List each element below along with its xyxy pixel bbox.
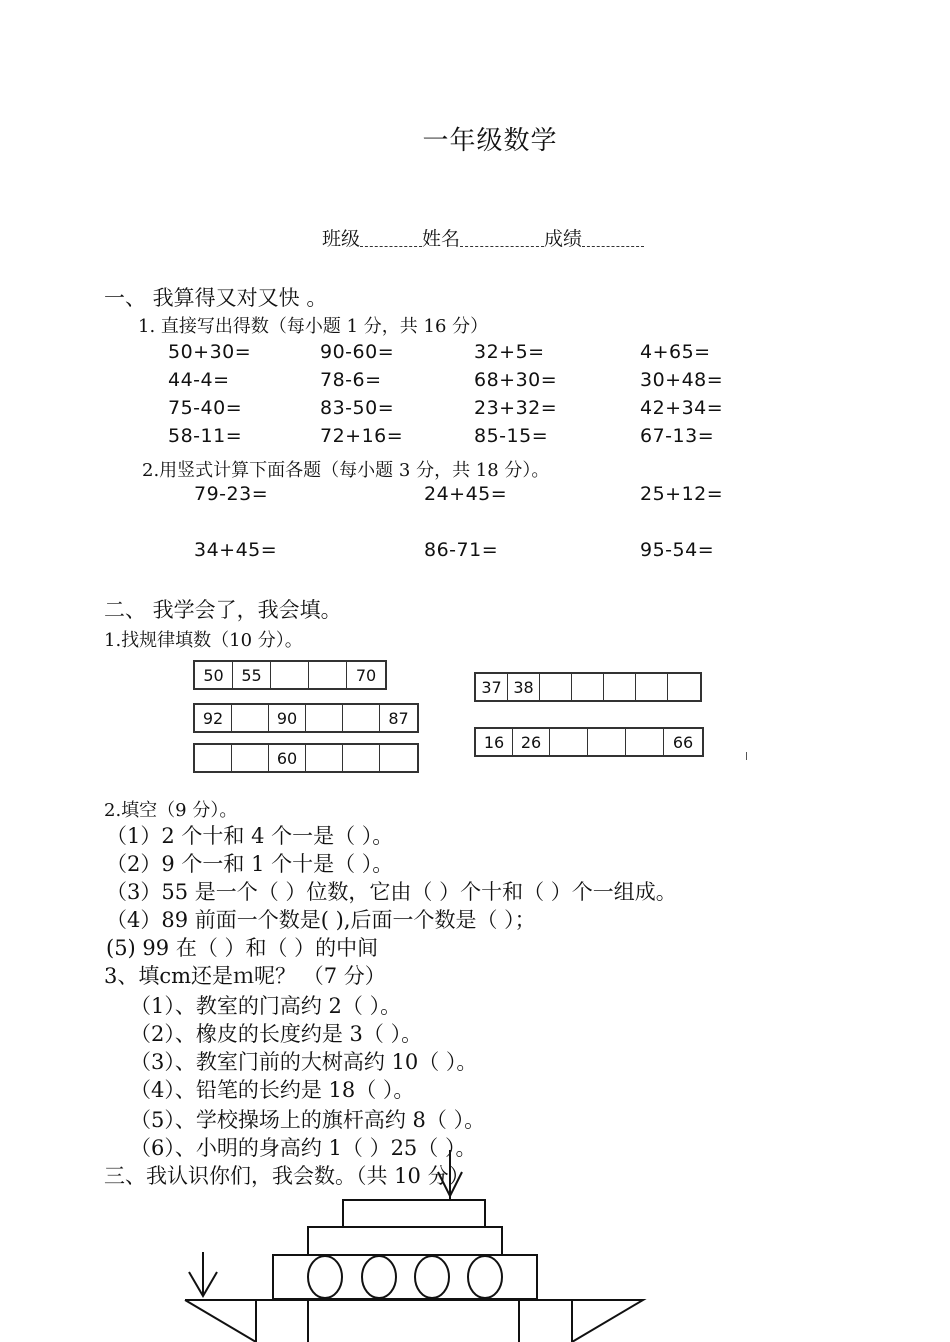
stray-mark bbox=[746, 752, 747, 760]
seq-blank-cell[interactable] bbox=[343, 705, 380, 731]
seq-blank-cell[interactable] bbox=[636, 674, 668, 700]
porthole-circle bbox=[362, 1256, 396, 1298]
class-label: 班级 bbox=[322, 228, 361, 250]
q1-cell: 67-13= bbox=[640, 425, 715, 447]
seq-cell: 50 bbox=[195, 662, 233, 688]
hull-left-edge bbox=[185, 1300, 256, 1342]
name-label: 姓名 bbox=[422, 228, 461, 250]
seq-cell: 70 bbox=[355, 665, 377, 685]
seq-blank-cell[interactable] bbox=[309, 662, 347, 688]
q2-cell: 24+45= bbox=[424, 483, 508, 505]
seq-blank-cell[interactable] bbox=[572, 674, 604, 700]
seq-cell: 66 bbox=[672, 732, 694, 752]
section2-q2-label: 2.填空（9 分）。 bbox=[104, 800, 238, 821]
q1-cell: 72+16= bbox=[320, 425, 404, 447]
seq-blank-cell[interactable] bbox=[588, 729, 626, 755]
seq-blank-cell[interactable] bbox=[540, 674, 572, 700]
porthole-circle bbox=[468, 1256, 502, 1298]
class-blank[interactable] bbox=[360, 228, 422, 247]
number-sequence bbox=[474, 672, 702, 702]
number-sequence bbox=[193, 703, 419, 733]
q2-cell: 86-71= bbox=[424, 539, 499, 561]
section1-heading: 一、 我算得又对又快 。 bbox=[104, 286, 328, 310]
q1-cell: 4+65= bbox=[640, 341, 711, 363]
number-sequence bbox=[474, 727, 704, 757]
fill-blank-line: （1）2 个十和 4 个一是（ ）。 bbox=[106, 824, 394, 848]
seq-blank-cell[interactable] bbox=[668, 674, 700, 700]
q1-cell: 50+30= bbox=[168, 341, 252, 363]
seq-cell: 26 bbox=[513, 729, 550, 755]
unit-question-line: （2）、橡皮的长度约是 3（ ）。 bbox=[130, 1022, 423, 1046]
q1-cell: 30+48= bbox=[640, 369, 724, 391]
porthole-circle bbox=[308, 1256, 342, 1298]
q1-cell: 44-4= bbox=[168, 369, 230, 391]
score-blank[interactable] bbox=[582, 228, 644, 247]
section3-heading: 三、我认识你们，我会数。（共 10 分） bbox=[104, 1164, 470, 1188]
seq-cell: 90 bbox=[269, 705, 306, 731]
top-deck-rectangle bbox=[343, 1200, 485, 1227]
seq-blank-cell[interactable] bbox=[626, 729, 664, 755]
q2-cell: 25+12= bbox=[640, 483, 724, 505]
fill-blank-line: （4）89 前面一个数是( ),后面一个数是（ ）； bbox=[106, 908, 536, 932]
section2-q1-label: 1.找规律填数（10 分）。 bbox=[104, 630, 303, 651]
q1-cell: 68+30= bbox=[474, 369, 558, 391]
middle-deck-rectangle bbox=[308, 1227, 502, 1255]
seq-blank-cell[interactable] bbox=[306, 745, 343, 771]
fill-blank-line: (5) 99 在（ ）和（ ）的中间 bbox=[106, 936, 379, 960]
seq-cell: 92 bbox=[195, 705, 232, 731]
seq-cell: 37 bbox=[476, 674, 508, 700]
section2-heading: 二、 我学会了，我会填。 bbox=[104, 598, 342, 622]
porthole-circle bbox=[415, 1256, 449, 1298]
section1-q1-label: 1. 直接写出得数（每小题 1 分，共 16 分） bbox=[138, 316, 489, 337]
q1-cell: 85-15= bbox=[474, 425, 549, 447]
unit-question-line: （4）、铅笔的长约是 18（ ）。 bbox=[130, 1078, 415, 1102]
fill-blank-line: （2）9 个一和 1 个十是（ ）。 bbox=[106, 852, 394, 876]
q1-cell: 58-11= bbox=[168, 425, 243, 447]
q2-cell: 95-54= bbox=[640, 539, 715, 561]
fill-blank-line: （3）55 是一个（ ）位数，它由（ ）个十和（ ）个一组成。 bbox=[106, 880, 677, 904]
student-info-line bbox=[322, 224, 644, 251]
seq-blank-cell[interactable] bbox=[232, 705, 269, 731]
seq-cell: 16 bbox=[476, 729, 513, 755]
q2-cell: 34+45= bbox=[194, 539, 278, 561]
unit-question-line: （6）、小明的身高约 1（ ）25（ ）。 bbox=[130, 1136, 477, 1160]
section1-q2-label: 2.用竖式计算下面各题（每小题 3 分，共 18 分）。 bbox=[142, 460, 550, 481]
q1-cell: 83-50= bbox=[320, 397, 395, 419]
score-label: 成绩 bbox=[544, 228, 583, 250]
seq-cell: 87 bbox=[388, 708, 409, 728]
seq-blank-cell[interactable] bbox=[343, 745, 380, 771]
seq-blank-cell[interactable] bbox=[232, 745, 269, 771]
number-sequence bbox=[193, 743, 419, 773]
unit-question-line: （1）、教室的门高约 2（ ）。 bbox=[130, 994, 402, 1018]
seq-blank-cell[interactable] bbox=[604, 674, 636, 700]
number-sequence bbox=[193, 660, 387, 690]
section2-q3-label: 3、填cm还是ｍ呢？ （7 分） bbox=[104, 964, 386, 988]
seq-blank-cell[interactable] bbox=[306, 705, 343, 731]
unit-question-line: （3）、教室门前的大树高约 10（ ）。 bbox=[130, 1050, 478, 1074]
seq-blank-cell[interactable] bbox=[550, 729, 588, 755]
seq-cell: 55 bbox=[233, 662, 271, 688]
q2-cell: 79-23= bbox=[194, 483, 269, 505]
q1-cell: 32+5= bbox=[474, 341, 545, 363]
hull-top-edge bbox=[185, 1300, 643, 1342]
seq-blank-cell[interactable] bbox=[271, 662, 309, 688]
name-blank[interactable] bbox=[460, 228, 544, 247]
q1-cell: 78-6= bbox=[320, 369, 382, 391]
unit-question-line: （5）、学校操场上的旗杆高约 8（ ）。 bbox=[130, 1108, 486, 1132]
q1-cell: 90-60= bbox=[320, 341, 395, 363]
seq-cell: 60 bbox=[269, 745, 306, 771]
ship-shape-figure bbox=[0, 1150, 950, 1342]
page-title: 一年级数学 bbox=[422, 126, 558, 156]
seq-blank-cell[interactable] bbox=[380, 745, 417, 771]
seq-cell: 38 bbox=[508, 674, 540, 700]
seq-blank-cell[interactable] bbox=[195, 745, 232, 771]
q1-cell: 75-40= bbox=[168, 397, 243, 419]
q1-cell: 42+34= bbox=[640, 397, 724, 419]
q1-cell: 23+32= bbox=[474, 397, 558, 419]
